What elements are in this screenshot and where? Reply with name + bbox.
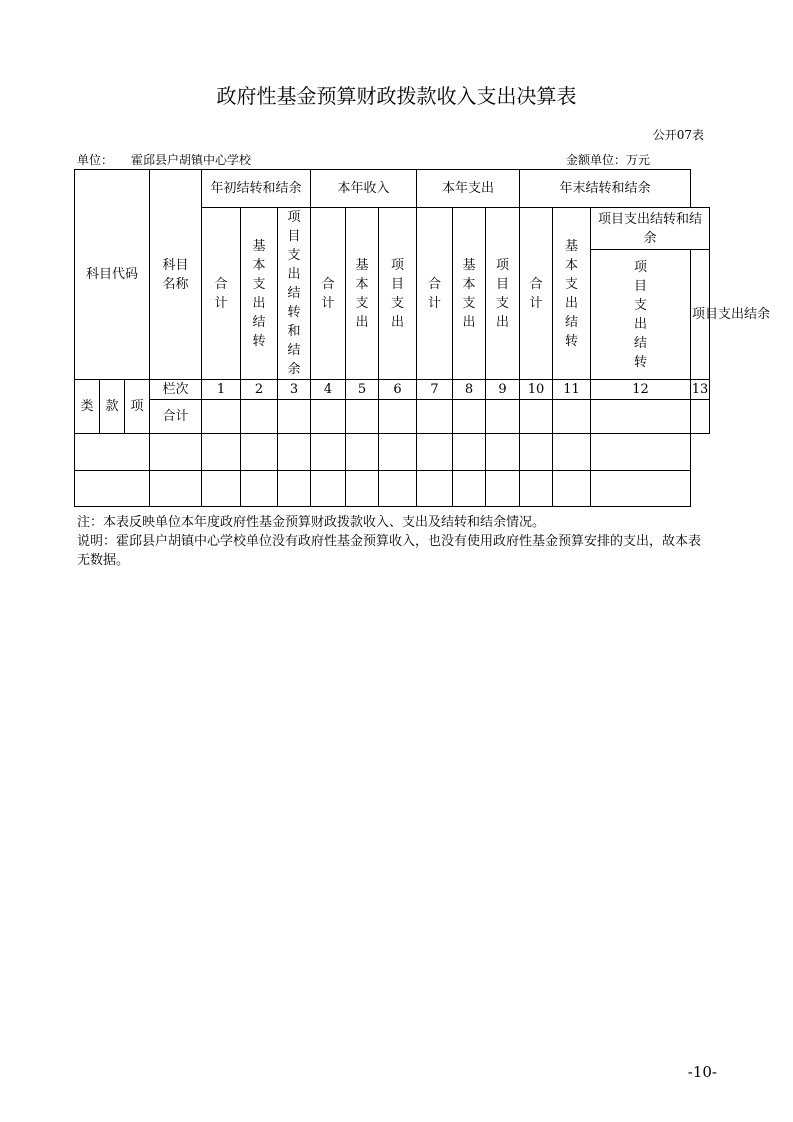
table-cell bbox=[379, 400, 417, 434]
header-basic-exp-3: 基本支出 bbox=[453, 208, 486, 380]
header-project-carry-1: 项目支出结转和结余 bbox=[278, 208, 311, 380]
header-kuan: 款 bbox=[100, 380, 125, 434]
explanation-text: 说明：霍邱县户胡镇中心学校单位没有政府性基金预算收入，也没有使用政府性基金预算安排的支出，故本表无数据。 bbox=[77, 534, 702, 568]
column-number: 10 bbox=[520, 380, 553, 400]
header-project-exp-3: 项目支出 bbox=[486, 208, 520, 380]
table-cell bbox=[591, 434, 691, 471]
unit-name: 霍邱县户胡镇中心学校 bbox=[131, 153, 252, 167]
table-cell bbox=[453, 471, 486, 507]
column-number: 8 bbox=[453, 380, 486, 400]
table-row bbox=[75, 471, 710, 507]
table-cell bbox=[520, 434, 553, 471]
table-cell bbox=[75, 471, 150, 507]
table-cell bbox=[278, 471, 311, 507]
header-group-income: 本年收入 bbox=[311, 170, 417, 208]
header-subject-code: 科目代码 bbox=[75, 170, 150, 380]
column-number: 11 bbox=[553, 380, 591, 400]
header-group-expenditure: 本年支出 bbox=[417, 170, 520, 208]
table-cell bbox=[346, 434, 379, 471]
table-cell bbox=[241, 434, 278, 471]
table-cell bbox=[311, 434, 346, 471]
table-cell bbox=[379, 434, 417, 471]
table-cell bbox=[150, 471, 202, 507]
unit-line bbox=[77, 151, 251, 168]
table-cell bbox=[417, 471, 453, 507]
header-group-opening-balance: 年初结转和结余 bbox=[202, 170, 311, 208]
table-cell bbox=[591, 400, 691, 434]
table-cell bbox=[75, 434, 150, 471]
table-cell bbox=[346, 471, 379, 507]
header-group-closing-balance: 年末结转和结余 bbox=[520, 170, 691, 208]
table-cell bbox=[691, 400, 710, 434]
column-number: 7 bbox=[417, 380, 453, 400]
header-lei: 类 bbox=[75, 380, 100, 434]
column-index-label: 栏次 bbox=[150, 380, 202, 400]
table-cell bbox=[591, 471, 691, 507]
table-cell bbox=[202, 434, 241, 471]
table-cell bbox=[486, 471, 520, 507]
header-project-carry-4: 项目支出结转 bbox=[591, 250, 691, 380]
header-xiang: 项 bbox=[125, 380, 150, 434]
table-cell bbox=[453, 434, 486, 471]
column-number: 3 bbox=[278, 380, 311, 400]
unit-label: 单位： bbox=[77, 153, 114, 167]
column-number: 9 bbox=[486, 380, 520, 400]
money-unit: 金额单位：万元 bbox=[566, 153, 651, 167]
table-cell bbox=[241, 471, 278, 507]
header-project-surplus-4: 项目支出结余 bbox=[691, 250, 710, 380]
column-number: 5 bbox=[346, 380, 379, 400]
column-number: 12 bbox=[591, 380, 691, 400]
table-cell bbox=[486, 400, 520, 434]
table-cell bbox=[379, 471, 417, 507]
header-total-3: 合计 bbox=[417, 208, 453, 380]
table-cell bbox=[241, 400, 278, 434]
table-cell bbox=[150, 434, 202, 471]
table-cell bbox=[278, 434, 311, 471]
table-cell bbox=[202, 400, 241, 434]
header-basic-exp-2: 基本支出 bbox=[346, 208, 379, 380]
page-title: 政府性基金预算财政拨款收入支出决算表 bbox=[216, 84, 577, 108]
header-basic-carry-1: 基本支出结转 bbox=[241, 208, 278, 380]
header-total-4: 合计 bbox=[520, 208, 553, 380]
table-cell bbox=[346, 400, 379, 434]
table-cell bbox=[417, 434, 453, 471]
table-cell bbox=[311, 471, 346, 507]
table-cell bbox=[453, 400, 486, 434]
header-basic-carry-4: 基本支出结转 bbox=[553, 208, 591, 380]
table-row-total bbox=[75, 400, 710, 434]
table-cell bbox=[202, 471, 241, 507]
table-row bbox=[75, 434, 710, 471]
table-cell bbox=[278, 400, 311, 434]
table-cell bbox=[520, 400, 553, 434]
table-cell bbox=[486, 434, 520, 471]
table-cell bbox=[520, 471, 553, 507]
column-number: 13 bbox=[691, 380, 710, 400]
table-cell bbox=[553, 434, 591, 471]
sum-row-label: 合计 bbox=[150, 400, 202, 434]
column-number: 1 bbox=[202, 380, 241, 400]
budget-table bbox=[74, 169, 770, 507]
column-number: 4 bbox=[311, 380, 346, 400]
header-project-carry-group-4: 项目支出结转和结余 bbox=[591, 208, 710, 250]
header-subject-name: 科目名称 bbox=[150, 170, 202, 380]
table-cell bbox=[417, 400, 453, 434]
table-cell bbox=[553, 471, 591, 507]
note-text: 注：本表反映单位本年度政府性基金预算财政拨款收入、支出及结转和结余情况。 bbox=[77, 515, 546, 530]
page-number: -10- bbox=[687, 1063, 717, 1081]
header-project-exp-2: 项目支出 bbox=[379, 208, 417, 380]
column-number: 2 bbox=[241, 380, 278, 400]
table-cell bbox=[311, 400, 346, 434]
table-code: 公开07表 bbox=[652, 128, 704, 142]
table-cell bbox=[553, 400, 591, 434]
header-total-1: 合计 bbox=[202, 208, 241, 380]
column-number: 6 bbox=[379, 380, 417, 400]
header-total-2: 合计 bbox=[311, 208, 346, 380]
